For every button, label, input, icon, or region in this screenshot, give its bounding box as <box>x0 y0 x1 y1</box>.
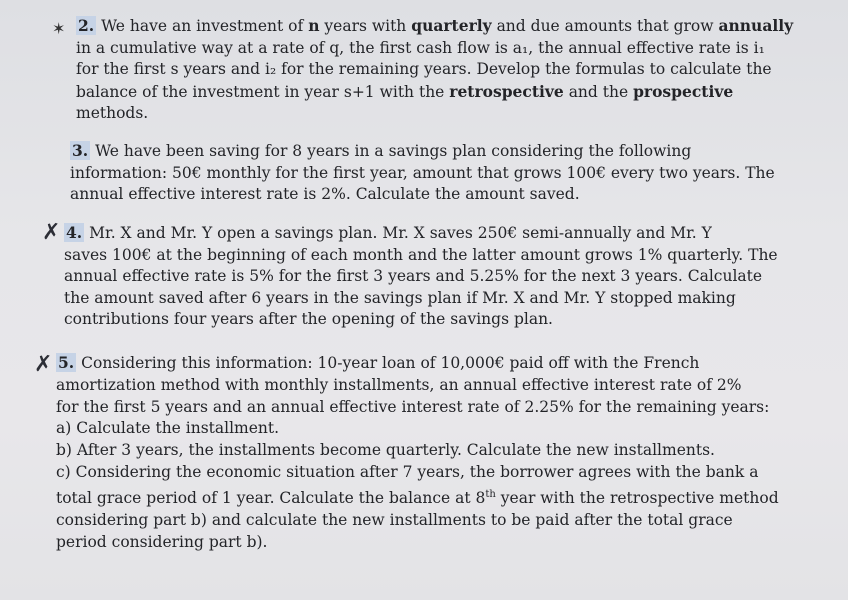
problem-3-number: 3. <box>72 141 89 160</box>
problem-2-text-1: We have an investment of n years with quarterly and due amounts that grow annually <box>101 16 794 35</box>
problem-5-line-2: amortization method with monthly installments, an annual effective interest rate of 2% <box>56 375 742 394</box>
problem-3-line-3: annual effective interest rate is 2%. Calculate the amount saved. <box>70 185 580 203</box>
problem-5-part-c-3: considering part b) and calculate the new installments to be paid after the total grace <box>56 510 733 529</box>
problem-4-text-1: Mr. X and Mr. Y open a savings plan. Mr. X saves 250€ semi-annually and Mr. Y <box>89 224 712 242</box>
problem-5-number: 5. <box>58 353 75 372</box>
cross-mark-icon-2: ✗ <box>34 352 53 377</box>
problem-4-number: 4. <box>66 223 83 242</box>
cross-mark-icon: ✗ <box>42 220 61 245</box>
problem-2-line-3: for the first s years and i₂ for the remaining years. Develop the formulas to calculate the <box>76 60 772 78</box>
problem-2-line-5: methods. <box>76 104 149 122</box>
problem-5-line-3: for the first 5 years and an annual effective interest rate of 2.25% for the remaining years: <box>56 397 770 416</box>
problem-4 <box>64 222 778 331</box>
problem-5-part-c-4: period considering part b). <box>56 532 268 551</box>
star-mark-icon: ✶ <box>52 19 66 38</box>
problem-3-text-1: We have been saving for 8 years in a savings plan considering the following <box>95 142 692 160</box>
problem-4-line-5: contributions four years after the opening of the savings plan. <box>64 310 553 328</box>
problem-5-part-b: b) After 3 years, the installments become quarterly. Calculate the new installments. <box>56 441 715 460</box>
problem-2-line-2: in a cumulative way at a rate of q, the first cash flow is a₁, the annual effective rate is i₁ <box>76 38 765 57</box>
problem-5-part-c-1: c) Considering the economic situation after 7 years, the borrower agrees with the bank a <box>56 462 759 481</box>
problem-5-superscript: th <box>485 488 496 500</box>
problem-2-number: 2. <box>78 16 95 35</box>
problem-2-line-1 <box>76 15 794 38</box>
problem-5-part-a: a) Calculate the installment. <box>56 419 280 438</box>
problem-5-part-c-2b: year with the retrospective method <box>495 488 779 507</box>
problem-5-part-c-2 <box>56 484 778 510</box>
problem-3-line-2: information: 50€ monthly for the first year, amount that grows 100€ every two years. The <box>70 163 775 182</box>
problem-5-part-c-2a: total grace period of 1 year. Calculate the balance at 8 <box>56 488 486 507</box>
problem-4-line-1 <box>64 222 766 245</box>
problem-2 <box>76 15 794 125</box>
problem-3-line-1 <box>70 140 756 163</box>
problem-5-line-1 <box>56 352 778 375</box>
problem-5 <box>56 352 778 553</box>
problem-4-line-4: the amount saved after 6 years in the savings plan if Mr. X and Mr. Y stopped making <box>64 288 736 307</box>
problem-3 <box>70 140 775 206</box>
problem-2-line-4: balance of the investment in year s+1 with the retrospective and the prospective <box>76 81 734 101</box>
problem-5-text-1: Considering this information: 10-year loan of 10,000€ paid off with the French <box>81 354 700 372</box>
problem-4-line-2: saves 100€ at the beginning of each month and the latter amount grows 1% quarterly. The <box>64 245 778 264</box>
problem-4-line-3: annual effective rate is 5% for the first 3 years and 5.25% for the next 3 years. Calculate <box>64 267 763 285</box>
